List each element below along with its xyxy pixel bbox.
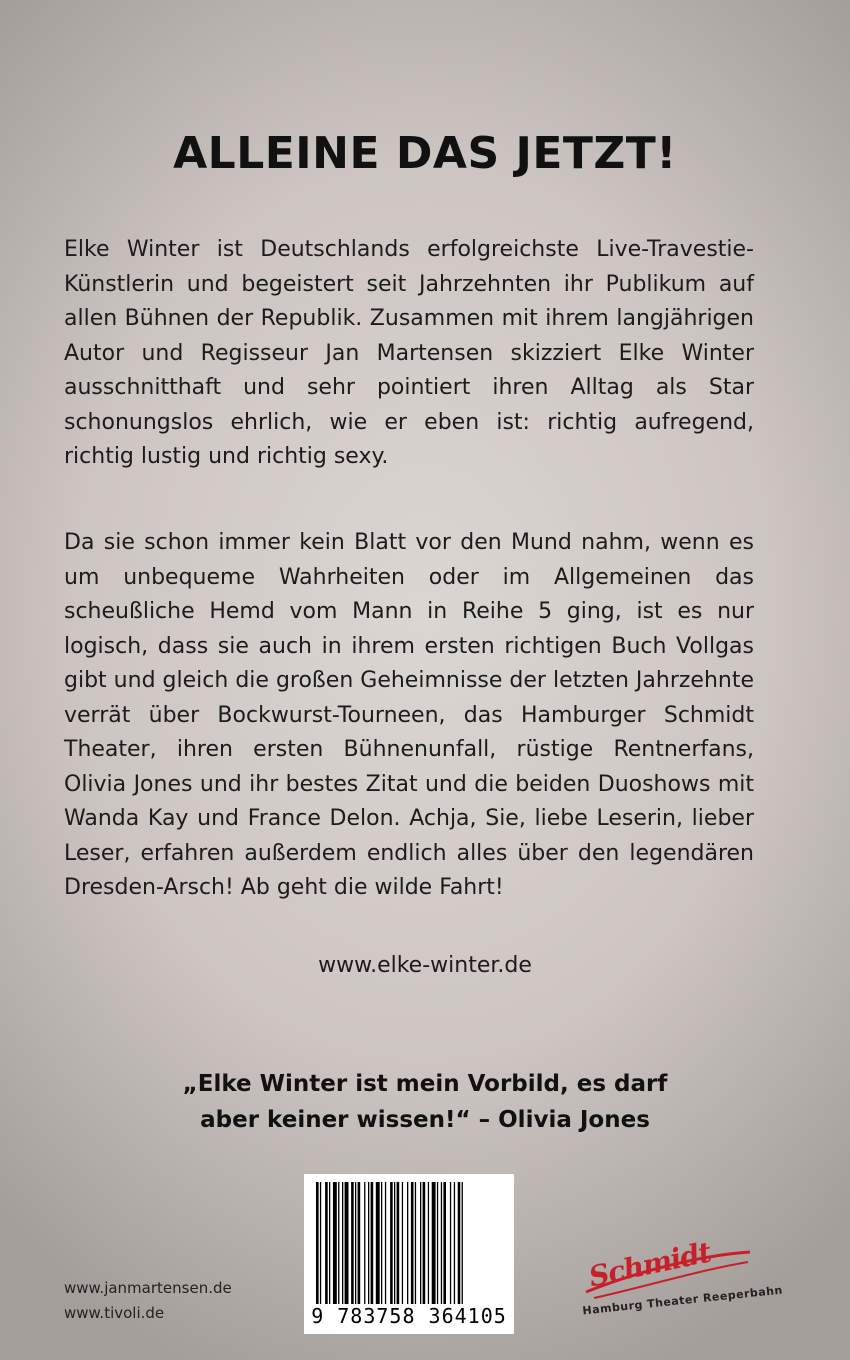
barcode-bar <box>355 1182 356 1304</box>
barcode-bar <box>411 1182 414 1304</box>
barcode-bar <box>345 1182 349 1304</box>
link-tivoli[interactable]: www.tivoli.de <box>64 1304 165 1322</box>
barcode-bar <box>385 1182 386 1304</box>
barcode-bar <box>423 1182 426 1304</box>
isbn-barcode <box>304 1174 514 1334</box>
barcode-bar <box>415 1182 416 1304</box>
barcode-bar <box>454 1182 455 1304</box>
barcode-bar <box>351 1182 354 1304</box>
barcode-bars <box>314 1182 504 1304</box>
barcode-bar <box>329 1182 330 1304</box>
isbn-number: 9 783758 364105 <box>311 1304 507 1328</box>
book-title: ALLEINE DAS JETZT! <box>173 128 677 179</box>
barcode-bar <box>325 1182 328 1304</box>
barcode-bar <box>358 1182 361 1304</box>
barcode-bar <box>420 1182 421 1304</box>
barcode-bar <box>450 1182 451 1304</box>
barcode-bar <box>441 1182 442 1304</box>
barcode-bar <box>390 1182 393 1304</box>
schmidt-theater-logo <box>580 1235 784 1328</box>
barcode-bar <box>342 1182 343 1304</box>
barcode-bar <box>402 1182 403 1304</box>
logo-subtitle: Hamburg Theater Reeperbahn <box>581 1283 784 1318</box>
publisher-links <box>64 1276 232 1326</box>
barcode-bar <box>428 1182 429 1304</box>
barcode-bar <box>368 1182 369 1304</box>
barcode-bar <box>316 1182 319 1304</box>
link-janmartensen[interactable]: www.janmartensen.de <box>64 1279 232 1297</box>
description-paragraph-2: Da sie schon immer kein Blatt vor den Mund nahm, wenn es um unbequeme Wahrheiten oder im Allgemeinen das scheußliche Hemd vom Mann in Reihe 5 ging, ist es nur logisch, dass sie auch in ihrem ersten richtigen Buch Vollgas gibt und gleich die großen Geheimnisse der letzten Jahrzehnte verrät über Bockwurst-Tourneen, das Hamburger Schmidt Theater, ihren ersten Bühnenunfall, rüstige Rentnerfans, Olivia Jones und ihr bestes Zitat und die beiden Duoshows mit Wanda Kay und France Delon. Achja, Sie, liebe Leserin, lieber Leser, erfahren außerdem endlich alles über den legendären Dresden-Arsch! Ab geht die wilde Fahrt! <box>64 530 754 900</box>
barcode-bar <box>458 1182 461 1304</box>
endorsement-quote <box>0 1066 850 1138</box>
barcode-bar <box>407 1182 408 1304</box>
quote-line-1: „Elke Winter ist mein Vorbild, es darf <box>182 1071 668 1097</box>
barcode-bar <box>432 1182 436 1304</box>
barcode-bar <box>338 1182 339 1304</box>
barcode-bar <box>381 1182 382 1304</box>
barcode-bar <box>333 1182 337 1304</box>
barcode-bar <box>394 1182 395 1304</box>
barcode-bar <box>320 1182 321 1304</box>
description-paragraph-1: Elke Winter ist Deutschlands erfolgreichste Live-Travestie-Künstlerin und begeistert seit Jahrzehnten ihr Publikum auf allen Bühnen der Republik. Zusammen mit ihrem langjährigen Autor und Regisseur Jan Martensen skizziert Elke Winter ausschnitthaft und sehr pointiert ihren Alltag als Star schonungslos ehrlich, wie er eben ist: richtig aufregend, richtig lustig und richtig sexy. <box>64 237 754 469</box>
barcode-bar <box>397 1182 400 1304</box>
barcode-bar <box>437 1182 438 1304</box>
author-website[interactable]: www.elke-winter.de <box>318 953 532 978</box>
logo-wordmark: Schmidt <box>585 1235 714 1294</box>
barcode-bar <box>443 1182 446 1304</box>
barcode-bar <box>371 1182 374 1304</box>
barcode-bar <box>364 1182 365 1304</box>
quote-line-2: aber keiner wissen!“ – Olivia Jones <box>200 1107 650 1133</box>
barcode-bar <box>462 1182 463 1304</box>
barcode-bar <box>376 1182 380 1304</box>
